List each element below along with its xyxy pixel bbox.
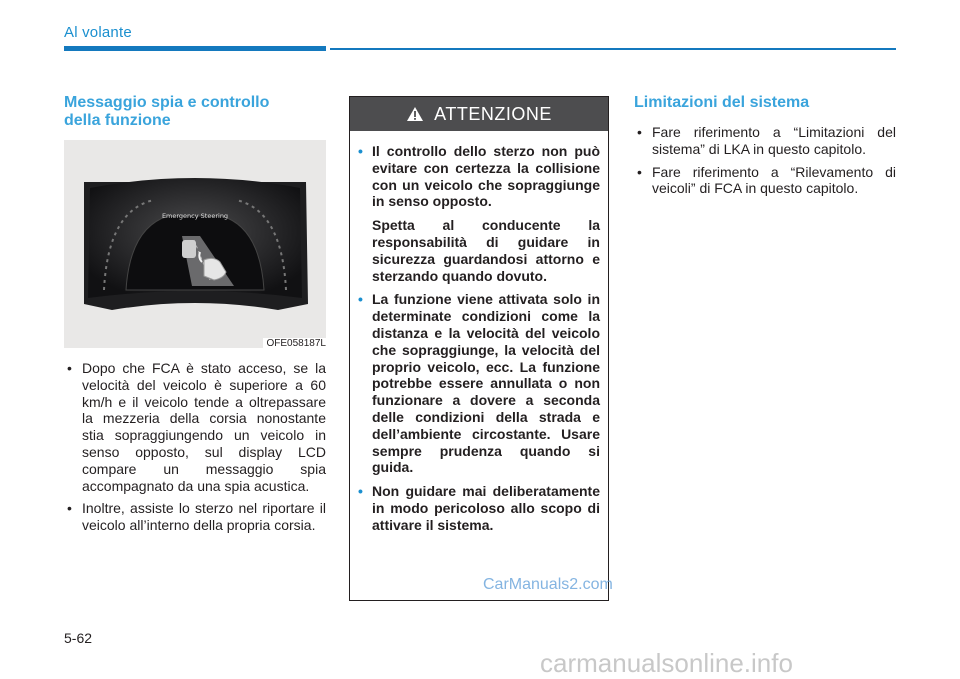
list-item: • Dopo che FCA è stato acceso, se la velocità del veicolo è superiore a 60 km/h e il veicolo tende a oltrepassare la mezzeria della corsia nonostante stia sopraggiungendo un veicolo in senso opposto, sul display LCD compare un messaggio spia accompagnato da una spia acustica. (67, 360, 326, 494)
watermark-footer: carmanualsonline.info (540, 648, 793, 678)
right-section (634, 94, 896, 203)
warning-title: ATTENZIONE (434, 103, 552, 124)
warning-triangle-icon (406, 106, 424, 122)
left-bullet-list (64, 360, 326, 540)
list-item: • Fare riferimento a “Limitazioni del sistema” di LKA in questo capitolo. (637, 124, 896, 157)
chapter-header: Al volante (64, 24, 132, 41)
section-title-line2: della funzione (64, 112, 171, 129)
watermark-link[interactable]: CarManuals2.com (483, 576, 613, 593)
header-rule-thick (64, 46, 326, 51)
warning-box (349, 96, 609, 601)
section-title-line1: Messaggio spia e controllo (64, 94, 270, 111)
section-title (64, 94, 326, 130)
instrument-cluster-figure (64, 140, 326, 348)
right-bullet-list (634, 124, 896, 197)
warning-paragraph: Spetta al conducente la responsabilità di guidare in sicurezza guardandosi attorno e sterzando quando dovuto. (372, 217, 600, 284)
warning-item: • La funzione viene attivata solo in determinate condizioni come la distanza e la velocità del veicolo che sopraggiunge, la velocità del proprio veicolo, ecc. La funzione potrebbe essere annullata o non funzionare a dovere a seconda delle condizioni della strada e dell’ambiente circostante. Usare sempre prudenza quando si guida. (358, 291, 600, 476)
figure-caption: OFE058187L (263, 338, 327, 349)
limitations-title: Limitazioni del sistema (634, 94, 810, 111)
left-section-heading (64, 94, 326, 130)
instrument-cluster-illustration (64, 140, 326, 348)
list-item: • Fare riferimento a “Rilevamento di veicoli” di FCA in questo capitolo. (637, 163, 896, 197)
list-item: • Inoltre, assiste lo sterzo nel riportare il veicolo all’interno della propria corsia. (67, 500, 326, 534)
warning-item: • Non guidare mai deliberatamente in modo pericoloso allo scopo di attivare il sistema. (358, 483, 600, 533)
warning-body (350, 131, 608, 534)
cluster-display-text: Emergency Steering (161, 212, 229, 220)
warning-header (350, 97, 608, 131)
page-number: 5-62 (64, 630, 93, 646)
header-rule-thin (330, 48, 896, 50)
warning-item: • Il controllo dello sterzo non può evitare con certezza la collisione con un veicolo che sopraggiunge in senso opposto. (358, 143, 600, 210)
